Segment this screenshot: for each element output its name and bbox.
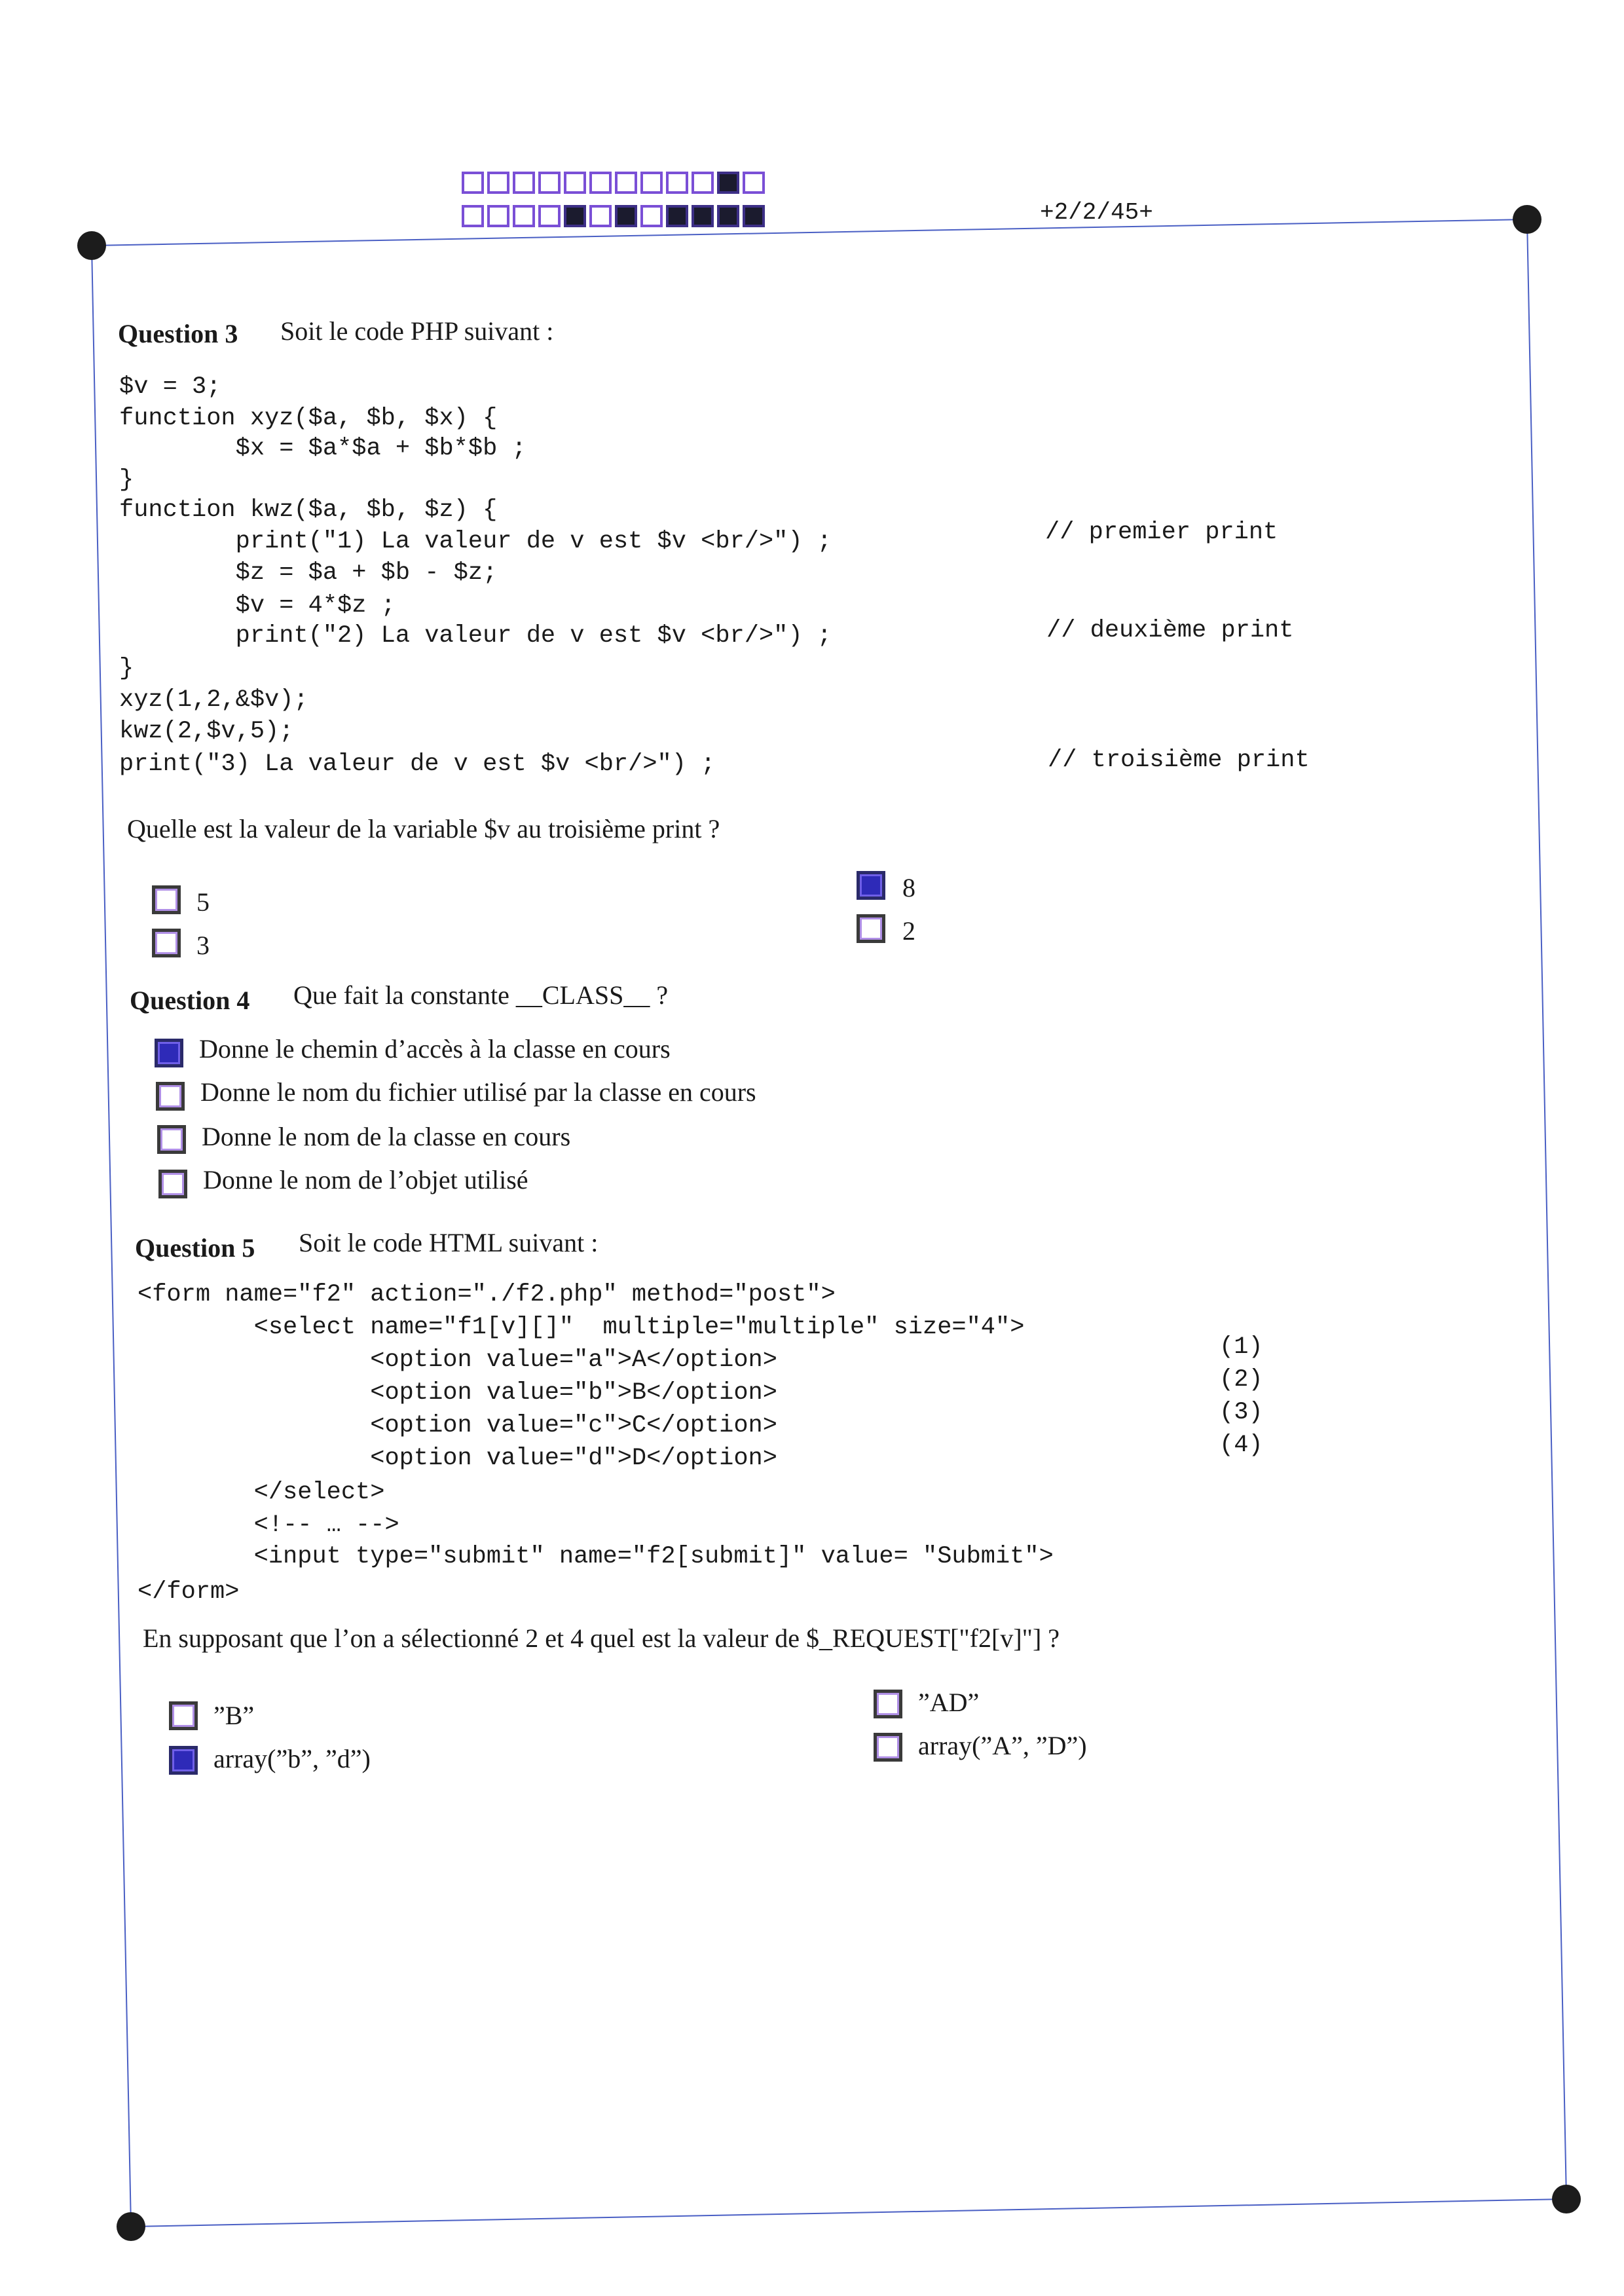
question-5-label: Question 5	[135, 1233, 255, 1263]
code-line: kwz(2,$v,5);	[119, 718, 294, 745]
id-code-cell	[487, 172, 509, 194]
answer-checkbox[interactable]	[169, 1746, 198, 1775]
code-comment: // deuxième print	[1046, 617, 1294, 644]
code-line: <form name="f2" action="./f2.php" method="post">	[138, 1281, 836, 1308]
code-line: <option value="a">A</option>	[138, 1346, 777, 1374]
option-marker: (3)	[1219, 1399, 1263, 1426]
code-line: function xyz($a, $b, $x) {	[119, 405, 498, 432]
id-code-cell	[615, 172, 637, 194]
id-code-cell	[640, 205, 663, 227]
code-comment: // troisième print	[1048, 747, 1310, 774]
id-code-cell	[666, 205, 688, 227]
id-code-cell	[692, 172, 714, 194]
code-line: function kwz($a, $b, $z) {	[119, 496, 498, 524]
answer-checkbox[interactable]	[874, 1690, 902, 1718]
id-code-cell	[717, 205, 739, 227]
id-code-cell	[589, 205, 612, 227]
code-line: $v = 3;	[119, 373, 221, 401]
answer-label: ”AD”	[918, 1688, 980, 1717]
id-code-cell	[692, 205, 714, 227]
answer-checkbox[interactable]	[156, 1082, 185, 1111]
answer-checkbox[interactable]	[155, 1039, 183, 1067]
code-line: print("1) La valeur de v est $v <br/>") ;	[119, 528, 832, 555]
id-code-cell	[743, 205, 765, 227]
id-code-cell	[615, 205, 637, 227]
corner-mark-top-left	[77, 231, 106, 260]
id-code-cell	[538, 172, 561, 194]
answer-checkbox[interactable]	[857, 871, 885, 900]
answer-checkbox[interactable]	[152, 885, 181, 914]
answer-checkbox[interactable]	[158, 1170, 187, 1198]
id-code-cell	[462, 172, 484, 194]
id-code-row-1	[462, 172, 776, 198]
answer-label: ”B”	[213, 1701, 255, 1730]
id-code-cell	[589, 172, 612, 194]
question-5-code	[138, 1281, 1054, 1611]
code-line: xyz(1,2,&$v);	[119, 686, 308, 714]
code-line: <option value="d">D</option>	[138, 1445, 777, 1472]
id-code-cell	[564, 205, 586, 227]
code-line: <!-- … -->	[138, 1511, 399, 1539]
code-comment: // premier print	[1045, 519, 1278, 546]
id-code-cell	[487, 205, 509, 227]
answer-label: Donne le nom de la classe en cours	[202, 1122, 571, 1151]
answer-checkbox[interactable]	[152, 929, 181, 957]
question-3-code	[119, 373, 832, 782]
option-marker: (2)	[1219, 1366, 1263, 1394]
answer-label: Donne le chemin d’accès à la classe en cours	[199, 1034, 671, 1064]
id-code-cell	[538, 205, 561, 227]
code-line: <select name="f1[v][]" multiple="multiple" size="4">	[138, 1314, 1025, 1341]
id-code-cell	[564, 172, 586, 194]
id-code-row-2	[462, 205, 776, 231]
answer-label: 2	[902, 916, 915, 946]
corner-mark-bottom-left	[117, 2212, 145, 2241]
option-marker: (1)	[1219, 1333, 1263, 1361]
answer-label: 3	[196, 931, 210, 960]
option-marker: (4)	[1219, 1432, 1263, 1459]
question-5-prompt: Soit le code HTML suivant :	[299, 1228, 599, 1257]
code-line: print("3) La valeur de v est $v <br/>") ;	[119, 750, 716, 778]
id-code-cell	[462, 205, 484, 227]
answer-checkbox[interactable]	[169, 1701, 198, 1730]
corner-mark-bottom-right	[1552, 2185, 1581, 2213]
id-code-cell	[717, 172, 739, 194]
code-line: </select>	[138, 1479, 385, 1506]
question-3-prompt: Soit le code PHP suivant :	[280, 316, 554, 346]
answer-checkbox[interactable]	[874, 1733, 902, 1762]
code-line: <input type="submit" name="f2[submit]" value= "Submit">	[138, 1543, 1054, 1570]
id-code-cell	[666, 172, 688, 194]
question-3-text: Quelle est la valeur de la variable $v au troisième print ?	[127, 814, 720, 843]
id-code-cell	[513, 205, 535, 227]
answer-label: 5	[196, 887, 210, 917]
corner-mark-top-right	[1513, 205, 1541, 234]
page-id: +2/2/45+	[1040, 199, 1153, 226]
question-3-label: Question 3	[118, 319, 238, 348]
question-4-label: Question 4	[130, 986, 250, 1015]
code-line: }	[119, 655, 134, 682]
code-line: <option value="b">B</option>	[138, 1379, 777, 1407]
code-line: </form>	[138, 1578, 240, 1606]
answer-label: Donne le nom de l’objet utilisé	[203, 1165, 528, 1194]
question-4-prompt: Que fait la constante __CLASS__ ?	[293, 980, 669, 1010]
answer-label: 8	[902, 873, 915, 902]
code-line: }	[119, 466, 134, 494]
id-code-cell	[513, 172, 535, 194]
answer-label: array(”A”, ”D”)	[918, 1731, 1087, 1760]
code-line: $x = $a*$a + $b*$b ;	[119, 435, 526, 462]
code-line: $v = 4*$z ;	[119, 592, 396, 620]
answer-checkbox[interactable]	[157, 1125, 186, 1154]
answer-label: array(”b”, ”d”)	[213, 1744, 371, 1773]
answer-checkbox[interactable]	[857, 914, 885, 943]
code-line: <option value="c">C</option>	[138, 1412, 777, 1439]
answer-label: Donne le nom du fichier utilisé par la classe en cours	[200, 1077, 756, 1107]
id-code-cell	[640, 172, 663, 194]
id-code-cell	[743, 172, 765, 194]
code-line: $z = $a + $b - $z;	[119, 559, 498, 587]
question-5-text: En supposant que l’on a sélectionné 2 et 4 quel est la valeur de $_REQUEST["f2[v]"] ?	[143, 1623, 1060, 1653]
code-line: print("2) La valeur de v est $v <br/>") ;	[119, 622, 832, 650]
